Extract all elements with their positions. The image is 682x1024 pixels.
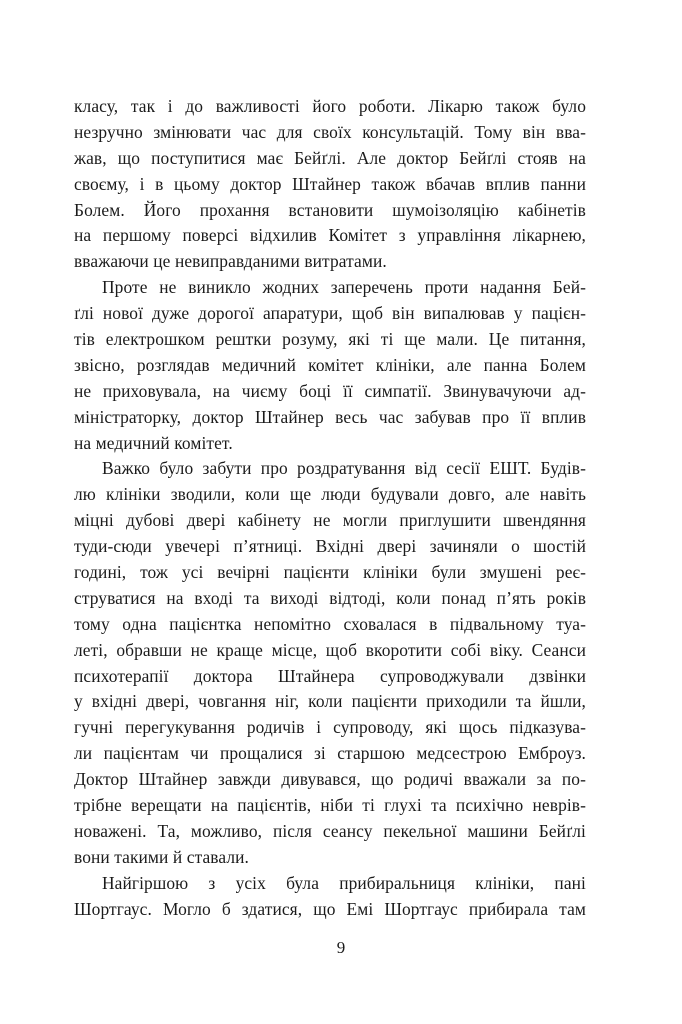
text-line: психотерапії доктора Штайнера супроводжували дзвінки	[74, 665, 586, 686]
text-line: леті, обравши не краще місце, щоб вкоротити собі віку. Сеанси	[74, 639, 586, 660]
text-line: вважаючи це невиправданими витратами.	[74, 251, 387, 272]
text-line: на медичний комітет.	[74, 432, 233, 453]
text-line: у вхідні двері, човгання ніг, коли пацієнти приходили та йшли,	[74, 691, 586, 712]
page-number: 9	[336, 938, 346, 957]
text-line: ли пацієнтам чи прощалися зі старшою медсестрою Емброуз.	[74, 743, 586, 764]
text-line: своєму, і в цьому доктор Штайнер також вбачав вплив панни	[74, 173, 586, 194]
text-line: не приховувала, на чиєму боці її симпатії. Звинувачуючи ад-	[74, 380, 586, 401]
text-line: ґлі нової дуже дорогої апаратури, щоб він випалював у пацієн-	[74, 303, 586, 324]
text-line: міцні дубові двері кабінету не могли приглушити швендяння	[74, 510, 586, 531]
text-line: міністраторку, доктор Штайнер весь час забував про її вплив	[74, 406, 586, 427]
text-line: трібне верещати на пацієнтів, ніби ті глухі та психічно неврів-	[74, 795, 586, 816]
body-text	[74, 94, 586, 923]
text-line: Болем. Його прохання встановити шумоізоляцію кабінетів	[74, 199, 586, 220]
text-line: Шортгаус. Могло б здатися, що Емі Шортгаус прибирала там	[74, 898, 586, 919]
text-line: Доктор Штайнер завжди дивувався, що родичі вважали за по-	[74, 769, 586, 790]
text-line: Найгіршою з усіх була прибиральниця клініки, пані	[102, 872, 586, 893]
text-line: туди-сюди увечері п’ятниці. Вхідні двері зачиняли о шостій	[74, 536, 586, 557]
text-line: годині, тож усі вечірні пацієнти клініки були змушені реє-	[74, 562, 586, 583]
text-line: вони такими й ставали.	[74, 846, 249, 867]
text-line: незручно змінювати час для своїх консультацій. Тому він вва-	[74, 121, 586, 142]
text-line: лю клініки зводили, коли ще люди будували довго, але навіть	[74, 484, 586, 505]
text-line: на першому поверсі відхилив Комітет з управління лікарнею,	[74, 225, 586, 246]
text-line: Проте не виникло жодних заперечень проти надання Бей-	[102, 277, 586, 298]
text-line: струватися на вході та виході відтоді, коли понад п’ять років	[74, 587, 586, 608]
text-line: звісно, розглядав медичний комітет клініки, але панна Болем	[74, 354, 586, 375]
text-line: Важко було забути про роздратування від сесії ЕШТ. Будів-	[102, 458, 586, 479]
text-line: новажені. Та, можливо, після сеансу пекельної машини Бейґлі	[74, 820, 586, 841]
text-line: класу, так і до важливості його роботи. Лікарю також було	[74, 96, 586, 116]
text-line: тів електрошком рештки розуму, які ті ще мали. Це питання,	[74, 329, 586, 350]
text-line: гучні перегукування родичів і супроводу, які щось підказува-	[74, 717, 586, 738]
text-line: тому одна пацієнтка непомітно сховалася в підвальному туа-	[74, 613, 586, 634]
text-line: жав, що поступитися має Бейґлі. Але доктор Бейґлі стояв на	[74, 147, 586, 168]
